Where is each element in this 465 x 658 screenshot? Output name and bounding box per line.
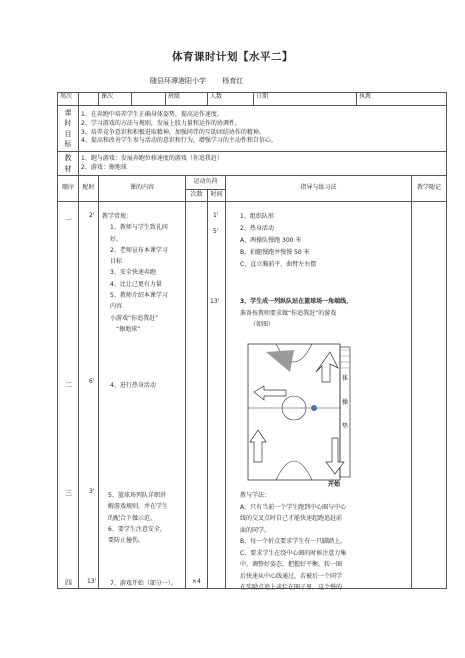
notes-column [412,202,447,589]
count-cell: 人数 [208,93,254,106]
time-1: 2' [89,212,95,219]
subtitle [150,76,257,86]
goals-text: 1、在奔跑中培养学生正确身体姿势，提高运作速度。 2、学习游戏的方法与规则，发展上肢力量和运作的协调性。 3、培养竞争意识和积极进取精神，加强同伴的互助团结协作的精神。 4、提高和改善学生参与活动的意识和行为，增强学习的主动性和自信心。 [79,106,447,152]
load-header: 运动负荷 [186,176,226,190]
content-block-2: 4、进行热身活动 [110,382,156,389]
arrow-up-left [250,430,266,462]
content-header: 课的内容 [99,176,186,202]
materials-row [58,152,447,176]
materials-label: 教 材 [58,152,79,176]
school-name: 随县环潭港阳小学 [150,77,206,85]
mat-text-3: 垫 [341,423,349,430]
load-count-4: ×4 [192,578,201,585]
basketball-court-diagram [246,342,356,487]
time-4: 13' [87,578,97,585]
period-4: 四 [65,579,72,587]
time-3: 3' [89,488,95,495]
arrow-up-right [316,352,338,382]
ball-icon [311,405,317,411]
page-title: 体育课时计划【水平二】 [172,51,293,63]
duration-header: 时间 [208,190,226,202]
goals-row [58,106,447,152]
mat-text-2: 操 [341,399,349,406]
count-column [186,202,208,589]
load-time-1: 1' [213,212,219,219]
mat-strip [340,347,350,477]
arrow-left [254,386,286,400]
count-header: 次数 [186,190,208,202]
load-time-2: 5' [213,228,219,235]
period-2: 二 [65,381,72,389]
arrow-down-right [326,438,344,474]
duration-column [208,202,226,589]
notes-header: 教学随记 [412,176,447,202]
guide-header: 指导与练习法 [226,176,412,202]
start-label: 开始 [327,481,341,487]
content-block-4: 7、游戏开始（部分一）。 [110,580,177,587]
time-header: 配时 [79,176,99,202]
materials-text: 1、跑与游戏：发展奔跑位移速度的游戏（你追我赶） 2、游戏：擦地球 [79,152,447,176]
content-block-1: 教学常规： 1、教师与学生致礼问 好。 2、老师宣布本课学习 目标 3、安全快速奔跑 4、比让己更有力量 5、教师介绍本课学习 内容 小游戏“你追我赶” “擦地球” [102,213,168,333]
lesson-cell: 课次 [99,93,132,106]
teacher-cell: 执教 [357,93,447,106]
bottom-key [276,461,312,480]
class-cell: 班级 [166,93,208,106]
period-1: 一 [65,216,72,224]
date-cell: 日期 [254,93,357,106]
week-cell: 周次 [58,93,79,106]
period-3: 三 [65,489,72,497]
goals-label: 课 时 目 标 [58,106,79,152]
time-column [79,202,99,589]
order-header: 顺序 [58,176,79,202]
teacher-name: 杨育红 [222,77,244,85]
load-time-3: 13' [210,298,220,305]
mat-lines [340,350,350,368]
header-row [58,93,447,106]
guide-block-3: 教与学法： A、只有当前一个学生跑到中心圈与中心 线的交叉点时自己才能快速起跑追赶前 面的同学。 B、每一个折点要求学生有一只脚踏上。 C、要求学生在绕中心圈的时候注意力集 中，调整好姿态，把握好平衡，转一圈 后快速从中心线通过，若被后一个同学 在奖励点追上或拦在圈子里，这个慢的 [240,492,347,591]
guide-block-1: 1、组织队形 2、热身活动 A、两操队慢跑 300 米 B、拍腿慢跑并慢慢 50 米 C、直立胸前平、曲臂左右摆 [240,213,317,268]
arrow-shaded [266,350,294,372]
columns-row-1 [58,176,447,190]
period-column [58,202,79,589]
mat-text-1: 体 [341,375,349,382]
content-block-3: 5、篮球场列队详细讲 解游戏规则，并在学生 的配合下做示范。 6、要学生注意安全， 要防止撞伤。 [108,492,169,545]
guide-block-2: 3、学生成一列纵队站在篮球场一角端线， 准备按教师要求做“你追我赶”的游戏 （如图） [240,298,353,328]
time-2: 6' [89,378,95,385]
